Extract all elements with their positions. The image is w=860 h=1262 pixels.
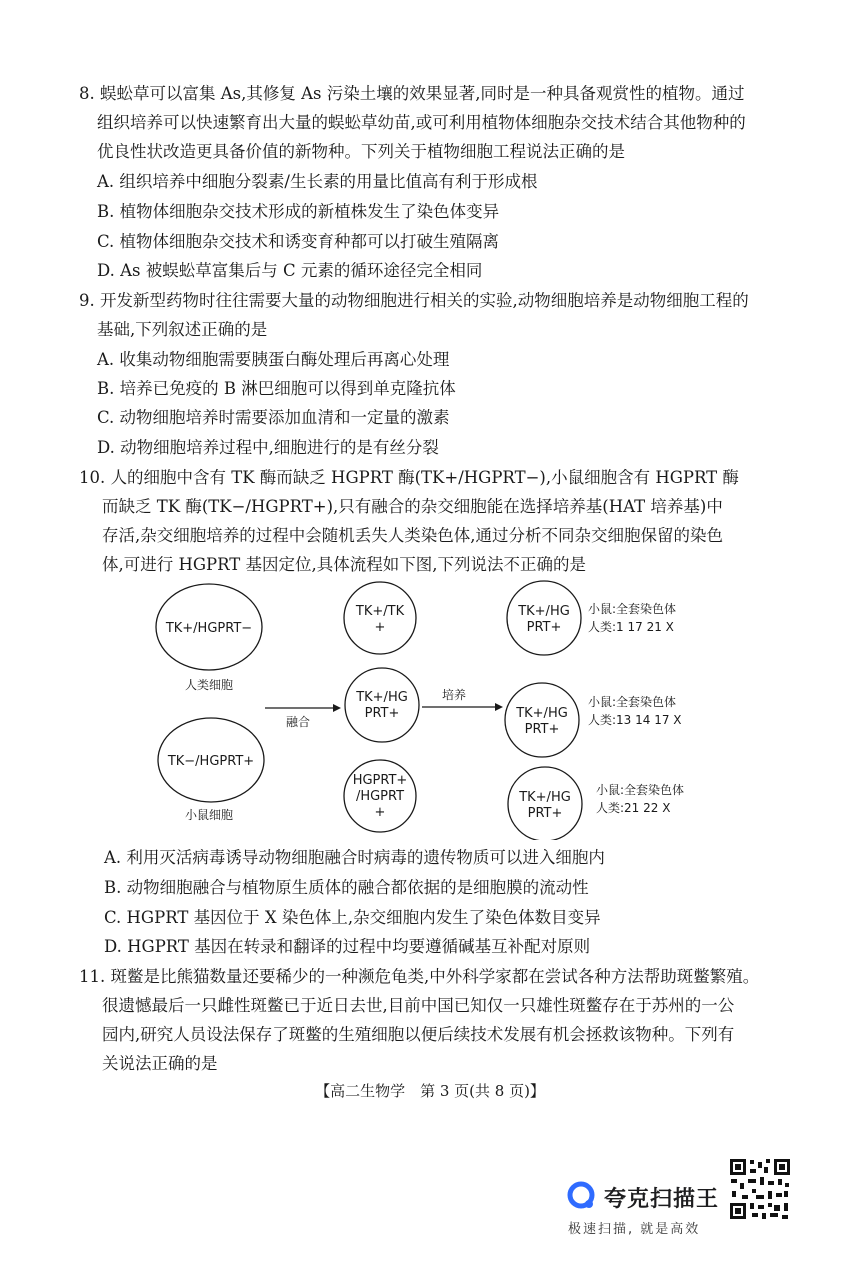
- hybrid-2-mouse-note: 小鼠:全套染色体: [588, 695, 677, 709]
- fused-cell-hybrid: [345, 668, 419, 742]
- q10-stem-line-3: 存活,杂交细胞培养的过程中会随机丢失人类染色体,通过分析不同杂交细胞保留的染色: [102, 526, 723, 545]
- page-footer: 【高二生物学 第 3 页(共 8 页)】: [315, 1082, 545, 1100]
- q9-option-a: A. 收集动物细胞需要胰蛋白酶处理后再离心处理: [97, 350, 450, 369]
- fusion-arrowhead: [333, 704, 341, 712]
- fused-mid-line-2: PRT+: [364, 706, 400, 721]
- q11-stem-line-1: 11. 斑鳖是比熊猫数量还要稀少的一种濒危龟类,中外科学家都在尝试各种方法帮助斑鳖繁殖。: [79, 967, 760, 986]
- hybrid-1-human-note: 人类:1 17 21 X: [588, 620, 674, 634]
- q10-option-c: C. HGPRT 基因位于 X 染色体上,杂交细胞内发生了染色体数目变异: [104, 908, 601, 927]
- culture-label: 培养: [441, 688, 467, 702]
- fused-bot-line-3: +: [374, 805, 386, 820]
- q8-stem-line-1: 8. 蜈蚣草可以富集 As,其修复 As 污染土壤的效果显著,同时是一种具备观赏性的植物。通过: [79, 84, 745, 103]
- human-cell-genotype: TK+/HGPRT−: [165, 621, 253, 636]
- q10-stem-line-2: 而缺乏 TK 酶(TK−/HGPRT+),只有融合的杂交细胞能在选择培养基(HAT 培养基)中: [102, 497, 723, 516]
- hybrid-3-mouse-note: 小鼠:全套染色体: [596, 783, 685, 797]
- q8-option-c: C. 植物体细胞杂交技术和诱变育种都可以打破生殖隔离: [97, 232, 500, 251]
- fused-top-line-1: TK+/TK: [355, 604, 405, 619]
- hybrid-1-mouse-note: 小鼠:全套染色体: [588, 602, 677, 616]
- hybrid-2-line-1: TK+/HG: [516, 706, 568, 721]
- q10-option-b: B. 动物细胞融合与植物原生质体的融合都依据的是细胞膜的流动性: [104, 878, 589, 897]
- q9-stem-line-2: 基础,下列叙述正确的是: [97, 320, 268, 339]
- scanner-brand: [566, 1180, 726, 1240]
- fused-bot-line-2: /HGPRT: [355, 789, 405, 804]
- fused-bot-line-1: HGPRT+: [352, 773, 408, 788]
- culture-arrowhead: [495, 703, 503, 711]
- q8-stem-line-2: 组织培养可以快速繁育出大量的蜈蚣草幼苗,或可利用植物体细胞杂交技术结合其他物种的: [97, 113, 746, 132]
- q9-stem-line-1: 9. 开发新型药物时往往需要大量的动物细胞进行相关的实验,动物细胞培养是动物细胞工程的: [79, 291, 749, 310]
- q9-option-c: C. 动物细胞培养时需要添加血清和一定量的激素: [97, 408, 450, 427]
- q8-stem-line-3: 优良性状改造更具备价值的新物种。下列关于植物细胞工程说法正确的是: [97, 142, 625, 161]
- cell-fusion-diagram: [150, 580, 740, 840]
- hybrid-3-line-2: PRT+: [527, 806, 563, 821]
- q11-stem-line-3: 园内,研究人员设法保存了斑鳖的生殖细胞以便后续技术发展有机会拯救该物种。下列有: [102, 1025, 735, 1044]
- hybrid-2-human-note: 人类:13 14 17 X: [588, 713, 682, 727]
- q11-stem-line-4: 关说法正确的是: [102, 1054, 218, 1073]
- mouse-cell-label: 小鼠细胞: [184, 808, 234, 822]
- fusion-label: 融合: [285, 715, 311, 729]
- hybrid-3-line-1: TK+/HG: [519, 790, 571, 805]
- q9-option-b: B. 培养已免疫的 B 淋巴细胞可以得到单克隆抗体: [97, 379, 456, 398]
- mouse-cell-genotype: TK−/HGPRT+: [167, 754, 255, 769]
- hybrid-1-line-2: PRT+: [526, 620, 562, 635]
- fused-mid-line-1: TK+/HG: [356, 690, 408, 705]
- q10-option-d: D. HGPRT 基因在转录和翻译的过程中均要遵循碱基互补配对原则: [104, 937, 591, 956]
- q8-option-d: D. As 被蜈蚣草富集后与 C 元素的循环途径完全相同: [97, 261, 483, 280]
- q8-option-a: A. 组织培养中细胞分裂素/生长素的用量比值高有利于形成根: [97, 172, 538, 191]
- q9-option-d: D. 动物细胞培养过程中,细胞进行的是有丝分裂: [97, 438, 439, 457]
- hybrid-2-line-2: PRT+: [524, 722, 560, 737]
- hybrid-3-human-note: 人类:21 22 X: [596, 801, 671, 815]
- q11-stem-line-2: 很遗憾最后一只雌性斑鳖已于近日去世,目前中国已知仅一只雄性斑鳖存在于苏州的一公: [102, 996, 735, 1015]
- qr-code-icon: [728, 1157, 792, 1221]
- brand-slogan: 极速扫描, 就是高效: [568, 1222, 701, 1237]
- brand-name: 夸克扫描王: [604, 1187, 720, 1212]
- fused-top-line-2: +: [374, 620, 386, 635]
- hybrid-1-line-1: TK+/HG: [518, 604, 570, 619]
- human-cell-label: 人类细胞: [184, 678, 234, 692]
- quark-logo-icon: [566, 1180, 598, 1212]
- q8-option-b: B. 植物体细胞杂交技术形成的新植株发生了染色体变异: [97, 202, 500, 221]
- q10-stem-line-4: 体,可进行 HGPRT 基因定位,具体流程如下图,下列说法不正确的是: [102, 555, 587, 574]
- q10-stem-line-1: 10. 人的细胞中含有 TK 酶而缺乏 HGPRT 酶(TK+/HGPRT−),小鼠细胞含有 HGPRT 酶: [79, 468, 739, 487]
- q10-option-a: A. 利用灭活病毒诱导动物细胞融合时病毒的遗传物质可以进入细胞内: [104, 848, 605, 867]
